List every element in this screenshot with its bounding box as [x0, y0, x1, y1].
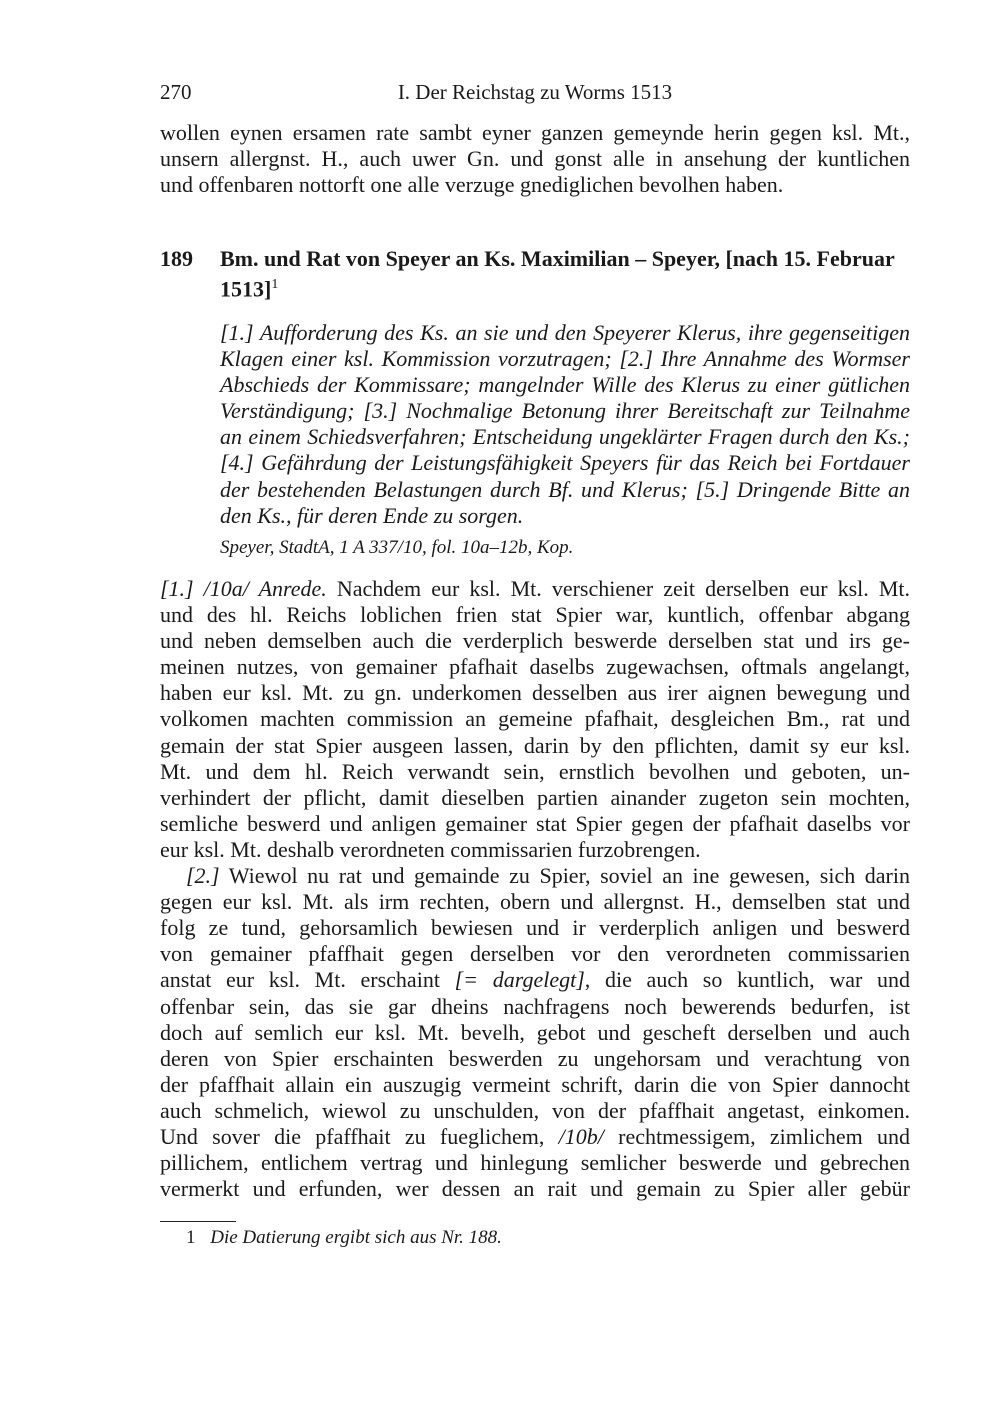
text-segment: und neben demselben auch die verderplich beswerde derselben stat und irs ge-	[160, 628, 910, 654]
text-segment: von gemainer pfaffhait gegen derselben vor den verordneten commissarien	[160, 941, 910, 967]
text-line	[220, 424, 910, 450]
text-segment: vermerkt und erfunden, wer dessen an rait und gemain zu Spier aller gebür	[160, 1176, 910, 1202]
text-segment: Mt. und dem hl. Reich verwandt sein, ernstlich bevolhen und geboten, un-	[160, 758, 910, 784]
text-segment: anstat eur ksl. Mt. erschaint	[160, 967, 455, 993]
text-line	[160, 811, 910, 837]
text-line	[160, 1046, 910, 1072]
footnote-number: 1	[186, 1227, 196, 1248]
text-segment: offenbar sein, das sie gar dheins nachfragens noch bewerends bedurfen, ist	[160, 993, 910, 1019]
text-segment: , die auch so kuntlich, war und	[584, 967, 910, 993]
text-line	[160, 172, 910, 198]
text-line	[160, 706, 910, 732]
text-line	[160, 1124, 910, 1150]
text-line	[220, 320, 910, 346]
text-segment: der pfaffhait allain ein auszugig vermeint schrift, darin die von Spier dannocht	[160, 1071, 910, 1097]
text-line	[220, 450, 910, 476]
text-line	[160, 915, 910, 941]
text-line	[160, 1072, 910, 1098]
text-line	[220, 477, 910, 503]
running-head: I. Der Reichstag zu Worms 1513	[397, 80, 673, 104]
text-line	[160, 967, 910, 993]
document-title	[220, 246, 910, 302]
text-line	[160, 889, 910, 915]
editorial-italic: Abschieds der Kommissare; mangelnder Wille des Klerus zu einer gütlichen	[220, 372, 910, 398]
editorial-italic: den Ks., für deren Ende zu sorgen.	[220, 502, 524, 528]
text-line	[220, 503, 910, 529]
text-line	[160, 1020, 910, 1046]
editorial-italic: [2.]	[186, 863, 220, 889]
text-line	[160, 654, 910, 680]
text-segment: Nachdem eur ksl. Mt. verschiener zeit derselben eur ksl. Mt.	[326, 576, 910, 601]
intro-paragraph	[160, 120, 910, 198]
document-number: 189	[160, 246, 193, 271]
text-line	[160, 837, 910, 863]
text-segment: meinen nutzes, von gemainer pfafhait daselbs zugewachsen, oftmals angelangt,	[160, 654, 910, 680]
text-line	[160, 785, 910, 811]
text-segment: volkomen machten commission an gemeine pfafhait, desgleichen Bm., rat und	[160, 706, 910, 732]
text-line	[160, 628, 910, 654]
text-segment: und offenbaren nottorft one alle verzuge gnediglichen bevolhen haben.	[160, 172, 784, 198]
text-segment: doch auf semlich eur ksl. Mt. bevelh, gebot und gescheft derselben und auch	[160, 1019, 910, 1045]
text-segment: folg ze tund, gehorsamlich bewiesen und ir verderplich anligen und beswerd	[160, 915, 910, 941]
text-line	[160, 576, 910, 602]
text-segment: auch schmelich, wiewol zu unschulden, von der pfaffhait angetast, einkomen.	[160, 1097, 910, 1123]
text-segment: semliche beswerd und anligen gemainer stat Spier gegen der pfafhait daselbs vor	[160, 810, 910, 836]
editorial-italic: [= dargelegt]	[454, 967, 585, 993]
text-line	[160, 680, 910, 706]
text-line	[160, 1150, 910, 1176]
text-line	[160, 1176, 910, 1202]
text-segment: eur ksl. Mt. deshalb verordneten commissarien furzobrengen.	[160, 836, 701, 862]
footnote-rule	[160, 1221, 236, 1222]
editorial-italic: /10b/	[558, 1123, 604, 1149]
text-line	[160, 759, 910, 785]
text-line	[160, 1098, 910, 1124]
text-segment: deren von Spier erschainten beswerden zu ungehorsam und verachtung von	[160, 1045, 910, 1071]
text-segment: gemain der stat Spier ausgeen lassen, darin by den pflichten, damit sy eur ksl.	[160, 732, 910, 758]
editorial-italic: Verständigung; [3.] Nochmalige Betonung ihrer Bereitschaft zur Teilnahme	[220, 398, 910, 424]
text-segment: rechtmessigem, zimlichem und	[603, 1123, 910, 1149]
body-text	[160, 576, 910, 1202]
text-segment: Wiewol nu rat und gemainde zu Spier, soviel an ine gewesen, sich darin	[219, 863, 910, 889]
text-line	[160, 941, 910, 967]
source-citation: Speyer, StadtA, 1 A 337/10, fol. 10a–12b, Kop.	[220, 537, 574, 558]
text-line	[160, 120, 910, 146]
document-summary	[220, 320, 910, 529]
text-segment: und des hl. Reichs loblichen frien stat Spier war, kuntlich, offenbar abgang	[160, 602, 910, 628]
editorial-italic: [4.] Gefährdung der Leistungsfähigkeit Speyers für das Reich bei Fortdauer	[220, 450, 910, 476]
text-segment: gegen eur ksl. Mt. als irm rechten, obern und allergnst. H., demselben stat und	[160, 889, 910, 915]
text-line	[220, 398, 910, 424]
footnote-text: Die Datierung ergibt sich aus Nr. 188.	[210, 1227, 502, 1248]
editorial-italic: Klagen einer ksl. Kommission vorzutragen; [2.] Ihre Annahme des Wormser	[220, 346, 910, 372]
page-number: 270	[160, 80, 192, 104]
text-line	[160, 602, 910, 628]
editorial-italic: [1.] /10a/ Anrede.	[160, 576, 327, 601]
text-segment: unsern allergnst. H., auch uwer Gn. und gonst alle in ansehung der kuntlichen	[160, 146, 910, 172]
text-segment: Und sover die pfaffhait zu fueglichem,	[160, 1123, 559, 1149]
editorial-italic: der bestehenden Belastungen durch Bf. und Klerus; [5.] Dringende Bitte an	[220, 476, 910, 502]
text-line	[160, 994, 910, 1020]
editorial-italic: an einem Schiedsverfahren; Entscheidung ungeklärter Fragen durch den Ks.;	[220, 424, 910, 450]
text-segment: wollen eynen ersamen rate sambt eyner ganzen gemeynde herin gegen ksl. Mt.,	[160, 120, 910, 145]
text-line	[160, 733, 910, 759]
document-title-text: Bm. und Rat von Speyer an Ks. Maximilian – Speyer, [nach 15. Februar 1513]	[220, 246, 895, 302]
footnote	[186, 1227, 502, 1249]
text-line	[220, 372, 910, 398]
text-line	[220, 346, 910, 372]
text-segment: haben eur ksl. Mt. zu gn. underkomen desselben aus irer aignen bewegung und	[160, 680, 910, 706]
editorial-italic: [1.] Aufforderung des Ks. an sie und den Speyerer Klerus, ihre gegenseitigen	[220, 320, 910, 345]
text-segment: verhindert der pflicht, damit dieselben partien ainander zugeton sein mochten,	[160, 784, 910, 810]
text-line	[160, 863, 910, 889]
text-line	[160, 146, 910, 172]
footnote-ref: 1	[271, 277, 279, 292]
text-segment: pillichem, entlichem vertrag und hinlegung semlicher beswerde und gebrechen	[160, 1150, 910, 1176]
